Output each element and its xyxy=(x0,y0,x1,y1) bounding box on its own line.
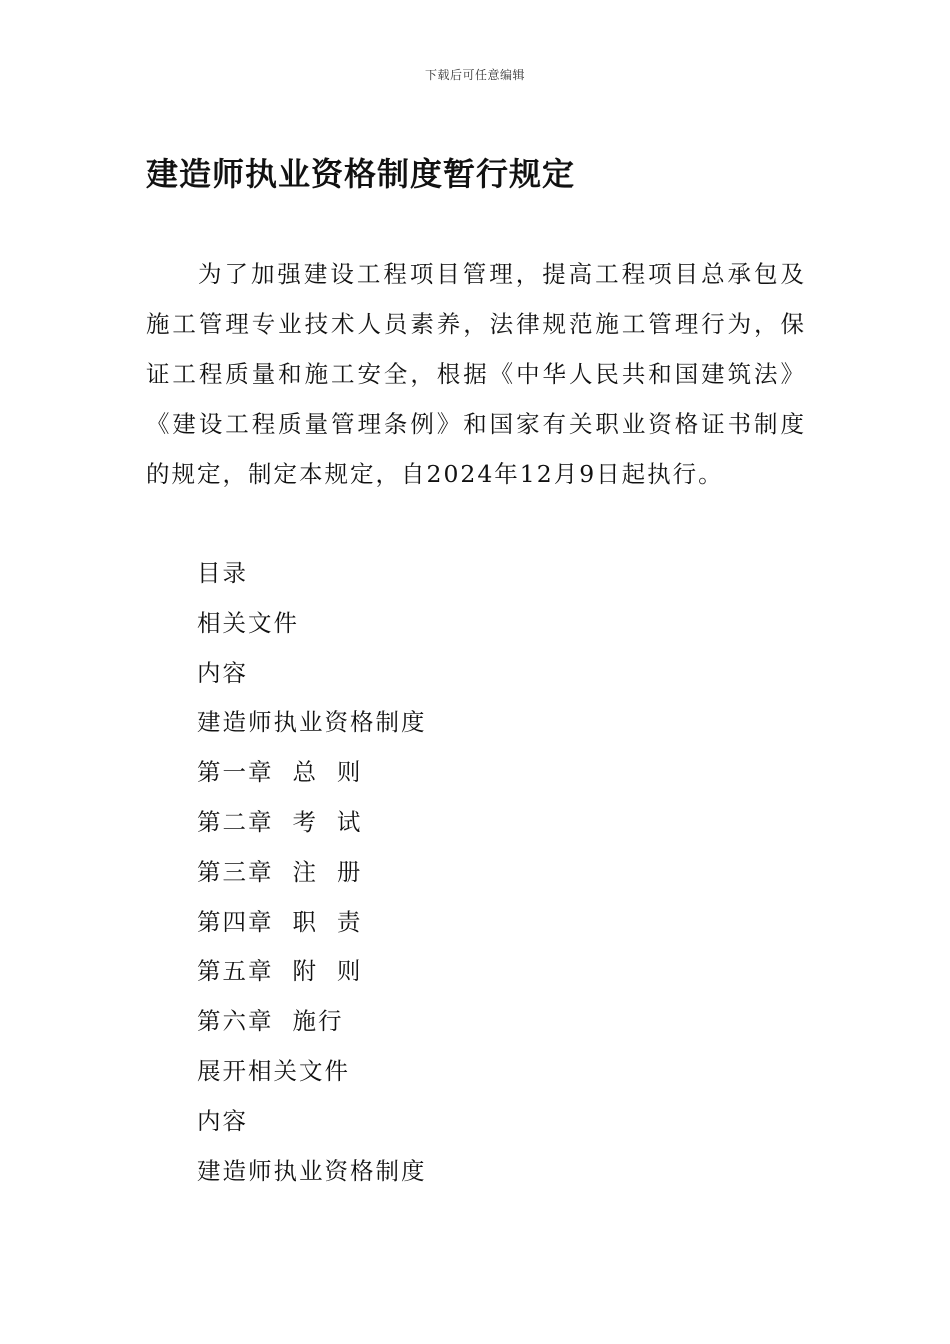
toc-item-system-2: 建造师执业资格制度 xyxy=(197,1156,427,1185)
toc-item-related-files: 相关文件 xyxy=(197,608,299,637)
document-title: 建造师执业资格制度暂行规定 xyxy=(146,155,576,193)
toc-item-contents: 目录 xyxy=(197,559,248,587)
table-of-contents xyxy=(197,549,427,1196)
toc-item-chapter-3: 第三章 注 册 xyxy=(197,857,363,886)
toc-item-expand-related-files: 展开相关文件 xyxy=(197,1056,350,1085)
toc-item-content: 内容 xyxy=(197,658,248,687)
toc-item-system: 建造师执业资格制度 xyxy=(197,708,427,737)
page-header-note: 下载后可任意编辑 xyxy=(424,68,525,82)
intro-paragraph: 为了加强建设工程项目管理，提高工程项目总承包及施工管理专业技术人员素养，法律规范施工管理行为，保证工程质量和施工安全，根据《中华人民共和国建筑法》《建设工程质量管理条例》和国家有关职业资格证书制度的规定，制定本规定，自2024年12月9日起执行。 xyxy=(146,260,806,488)
toc-item-content-2: 内容 xyxy=(197,1106,248,1135)
toc-item-chapter-4: 第四章 职 责 xyxy=(197,907,363,936)
toc-item-chapter-6: 第六章 施行 xyxy=(197,1007,344,1036)
toc-item-chapter-2: 第二章 考 试 xyxy=(197,807,363,836)
toc-item-chapter-1: 第一章 总 则 xyxy=(197,758,363,787)
toc-item-chapter-5: 第五章 附 则 xyxy=(197,957,363,986)
